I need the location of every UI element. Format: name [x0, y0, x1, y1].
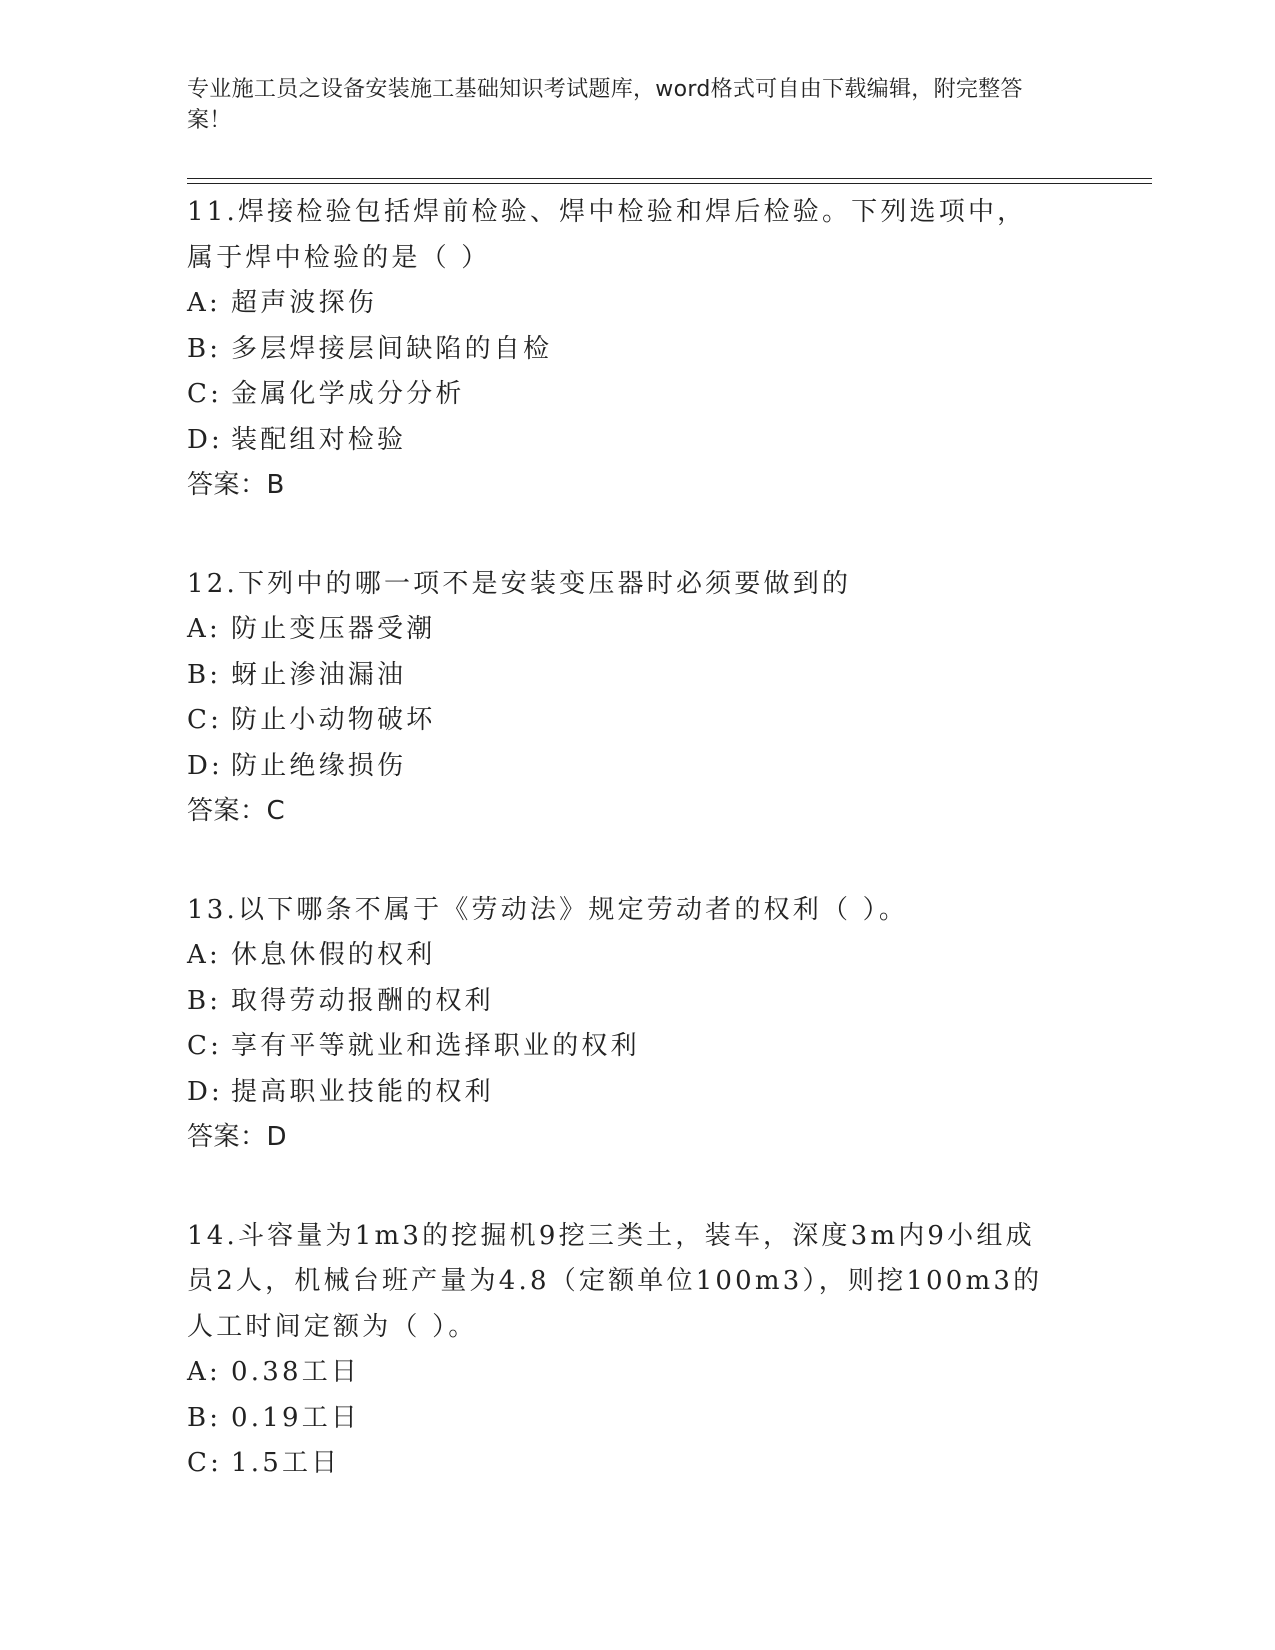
option-letter: D:: [187, 750, 224, 781]
document-header: 专业施工员之设备安装施工基础知识考试题库，word格式可自由下载编辑，附完整答案！: [187, 77, 1023, 133]
option-letter: C:: [187, 379, 223, 409]
option-text: 防止小动物破坏: [231, 705, 436, 735]
option-text: 取得劳动报酬的权利: [231, 985, 494, 1016]
option-d: [187, 418, 1087, 464]
option-text: 享有平等就业和选择职业的权利: [231, 1031, 640, 1061]
option-letter: A:: [187, 1357, 221, 1387]
option-letter: D:: [187, 1076, 224, 1107]
option-letter: B:: [187, 333, 222, 364]
question-stem: 14.斗容量为1m3的挖掘机9挖三类土，装车，深度3m内9小组成员2人，机械台班产量为4.8（定额单位100m3），则挖100m3的人工时间定额为（ ）。: [187, 1220, 1043, 1342]
option-c: [187, 1024, 1087, 1070]
option-text: 蚜止渗油漏油: [231, 659, 407, 690]
option-letter: B:: [187, 1402, 222, 1433]
option-b: [187, 653, 1087, 699]
option-text: 超声波探伤: [231, 288, 378, 318]
option-letter: A:: [187, 614, 221, 644]
option-letter: A:: [187, 940, 221, 970]
option-text: 装配组对检验: [231, 424, 407, 455]
option-text: 休息休假的权利: [231, 940, 436, 970]
option-c: [187, 1441, 1087, 1487]
option-letter: C:: [187, 1448, 223, 1478]
question-14: [187, 1214, 1087, 1487]
answer-line: 答案：D: [187, 1122, 288, 1152]
option-b: [187, 1396, 1087, 1442]
question-stem: 12.下列中的哪一项不是安装变压器时必须要做到的: [187, 568, 852, 599]
answer-line: 答案：C: [187, 796, 286, 826]
option-a: [187, 607, 1087, 653]
option-letter: A:: [187, 288, 221, 318]
answer-line: 答案：B: [187, 470, 285, 500]
option-letter: C:: [187, 705, 223, 735]
question-list: [187, 190, 1087, 1540]
option-b: [187, 979, 1087, 1025]
header-divider-bottom: [187, 183, 1152, 184]
header-divider-top: [187, 178, 1152, 179]
option-letter: B:: [187, 659, 222, 690]
option-d: [187, 744, 1087, 790]
question-12: [187, 562, 1087, 835]
question-11: [187, 190, 1087, 509]
option-letter: B:: [187, 985, 222, 1016]
option-text: 防止变压器受潮: [231, 614, 436, 644]
option-a: [187, 933, 1087, 979]
option-text: 金属化学成分分析: [231, 379, 465, 409]
option-text: 防止绝缘损伤: [231, 750, 407, 781]
option-text: 0.19工日: [231, 1402, 361, 1433]
option-text: 0.38工日: [231, 1357, 361, 1387]
question-13: [187, 888, 1087, 1161]
option-b: [187, 327, 1087, 373]
option-text: 1.5工日: [231, 1448, 341, 1478]
question-stem: 13.以下哪条不属于《劳动法》规定劳动者的权利（ ）。: [187, 894, 909, 925]
option-d: [187, 1070, 1087, 1116]
option-c: [187, 372, 1087, 418]
option-text: 多层焊接层间缺陷的自检: [231, 333, 553, 364]
question-stem: 11.焊接检验包括焊前检验、焊中检验和焊后检验。下列选项中，属于焊中检验的是（ ）: [187, 197, 1027, 273]
option-a: [187, 1350, 1087, 1396]
option-letter: C:: [187, 1031, 223, 1061]
option-a: [187, 281, 1087, 327]
option-text: 提高职业技能的权利: [231, 1076, 494, 1107]
option-c: [187, 698, 1087, 744]
option-letter: D:: [187, 424, 224, 455]
